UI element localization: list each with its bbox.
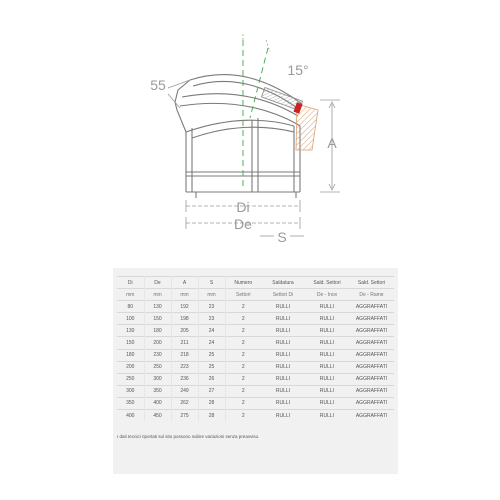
table-cell: AGGRAFFATI bbox=[349, 325, 394, 337]
table-cell: 28 bbox=[198, 410, 225, 422]
table-cell: 218 bbox=[171, 349, 198, 361]
table-cell: 236 bbox=[171, 373, 198, 385]
unit-cell: mm bbox=[144, 289, 171, 301]
table-cell: RULLI bbox=[261, 301, 305, 313]
table-cell: AGGRAFFATI bbox=[349, 349, 394, 361]
table-cell: 350 bbox=[144, 385, 171, 397]
table-cell: 2 bbox=[225, 313, 261, 325]
table-cell: 24 bbox=[198, 325, 225, 337]
table-cell: RULLI bbox=[261, 373, 305, 385]
table-cell: RULLI bbox=[261, 337, 305, 349]
table-cell: AGGRAFFATI bbox=[349, 397, 394, 409]
table-cell: 249 bbox=[171, 385, 198, 397]
table-cell: 27 bbox=[198, 385, 225, 397]
table-row bbox=[117, 349, 394, 361]
table-cell: RULLI bbox=[305, 361, 349, 373]
table-cell: 24 bbox=[198, 337, 225, 349]
unit-cell: Settori bbox=[225, 289, 261, 301]
table-cell: 2 bbox=[225, 349, 261, 361]
table-header-row bbox=[117, 277, 394, 289]
table-row bbox=[117, 301, 394, 313]
table-cell: RULLI bbox=[305, 337, 349, 349]
table-cell: 28 bbox=[198, 397, 225, 409]
table-cell: 200 bbox=[117, 361, 144, 373]
table-cell: 192 bbox=[171, 301, 198, 313]
unit-cell: De - Rame bbox=[349, 289, 394, 301]
table-cell: RULLI bbox=[305, 410, 349, 422]
table-cell: 100 bbox=[117, 313, 144, 325]
table-cell: RULLI bbox=[305, 349, 349, 361]
table-cell: 400 bbox=[144, 397, 171, 409]
column-header: Di bbox=[117, 277, 144, 289]
table-cell: 200 bbox=[144, 337, 171, 349]
height-label: A bbox=[327, 135, 337, 151]
table-cell: 230 bbox=[144, 349, 171, 361]
table-cell: 223 bbox=[171, 361, 198, 373]
table-row bbox=[117, 325, 394, 337]
table-row bbox=[117, 385, 394, 397]
table-cell: 130 bbox=[117, 325, 144, 337]
table-cell: RULLI bbox=[261, 325, 305, 337]
table-cell: RULLI bbox=[305, 325, 349, 337]
column-header: De bbox=[144, 277, 171, 289]
table-cell: 23 bbox=[198, 301, 225, 313]
table-cell: 180 bbox=[117, 349, 144, 361]
table-cell: 2 bbox=[225, 325, 261, 337]
table-cell: RULLI bbox=[261, 349, 305, 361]
table-cell: 25 bbox=[198, 349, 225, 361]
column-header: Sald. Settori bbox=[305, 277, 349, 289]
table-cell: 450 bbox=[144, 410, 171, 422]
table-cell: 400 bbox=[117, 410, 144, 422]
table-cell: 23 bbox=[198, 313, 225, 325]
table-cell: 80 bbox=[117, 301, 144, 313]
table-cell: 130 bbox=[144, 301, 171, 313]
table-row bbox=[117, 373, 394, 385]
table-cell: AGGRAFFATI bbox=[349, 410, 394, 422]
table-cell: 2 bbox=[225, 373, 261, 385]
column-header: Numero bbox=[225, 277, 261, 289]
table-row bbox=[117, 313, 394, 325]
table-cell: 250 bbox=[144, 361, 171, 373]
elbow-body bbox=[175, 75, 302, 198]
table-cell: RULLI bbox=[261, 361, 305, 373]
table-cell: 262 bbox=[171, 397, 198, 409]
thickness-label: S bbox=[277, 229, 287, 245]
table-cell: 250 bbox=[117, 373, 144, 385]
table-cell: 150 bbox=[144, 313, 171, 325]
angle-label: 15° bbox=[287, 62, 309, 78]
unit-cell: De - Inox bbox=[305, 289, 349, 301]
table-cell: RULLI bbox=[305, 313, 349, 325]
table-cell: AGGRAFFATI bbox=[349, 361, 394, 373]
table-row bbox=[117, 410, 394, 422]
table-cell: 205 bbox=[171, 325, 198, 337]
table-row bbox=[117, 337, 394, 349]
table-cell: 300 bbox=[144, 373, 171, 385]
table-cell: RULLI bbox=[261, 410, 305, 422]
spec-table bbox=[117, 276, 394, 421]
table-cell: RULLI bbox=[261, 397, 305, 409]
table-cell: AGGRAFFATI bbox=[349, 301, 394, 313]
unit-cell: mm bbox=[198, 289, 225, 301]
table-cell: 300 bbox=[117, 385, 144, 397]
column-header: A bbox=[171, 277, 198, 289]
column-header: Saldatura bbox=[261, 277, 305, 289]
unit-cell: Settori Di bbox=[261, 289, 305, 301]
table-cell: AGGRAFFATI bbox=[349, 313, 394, 325]
table-cell: AGGRAFFATI bbox=[349, 385, 394, 397]
table-cell: 198 bbox=[171, 313, 198, 325]
table-cell: 2 bbox=[225, 410, 261, 422]
table-cell: RULLI bbox=[305, 397, 349, 409]
table-cell: RULLI bbox=[261, 313, 305, 325]
table-unit-row bbox=[117, 289, 394, 301]
table-cell: 350 bbox=[117, 397, 144, 409]
table-cell: 2 bbox=[225, 397, 261, 409]
table-cell: RULLI bbox=[305, 301, 349, 313]
disclaimer-note: I dati tecnici riportati sul sito possono subire variazioni senza preavviso. bbox=[117, 434, 260, 439]
table-cell: 2 bbox=[225, 337, 261, 349]
table-cell: 150 bbox=[117, 337, 144, 349]
table-body bbox=[117, 301, 394, 421]
inner-diameter-label: Di bbox=[236, 199, 250, 215]
unit-cell: mm bbox=[171, 289, 198, 301]
table-cell: RULLI bbox=[305, 373, 349, 385]
column-header: S bbox=[198, 277, 225, 289]
table-row bbox=[117, 397, 394, 409]
table-cell: AGGRAFFATI bbox=[349, 373, 394, 385]
table-row bbox=[117, 361, 394, 373]
column-header: Sald. Settori bbox=[349, 277, 394, 289]
side-dimension-label: 55 bbox=[150, 77, 166, 93]
table-cell: RULLI bbox=[305, 385, 349, 397]
center-axis bbox=[243, 40, 268, 190]
unit-cell: mm bbox=[117, 289, 144, 301]
table-cell: 2 bbox=[225, 361, 261, 373]
dimension-55 bbox=[168, 80, 190, 108]
table-cell: 275 bbox=[171, 410, 198, 422]
table-cell: 2 bbox=[225, 301, 261, 313]
table-cell: 180 bbox=[144, 325, 171, 337]
table-cell: AGGRAFFATI bbox=[349, 337, 394, 349]
spec-table-panel bbox=[113, 268, 398, 474]
table-cell: RULLI bbox=[261, 385, 305, 397]
table-cell: 211 bbox=[171, 337, 198, 349]
table-cell: 25 bbox=[198, 361, 225, 373]
outer-diameter-label: De bbox=[234, 216, 252, 232]
table-cell: 26 bbox=[198, 373, 225, 385]
table-cell: 2 bbox=[225, 385, 261, 397]
